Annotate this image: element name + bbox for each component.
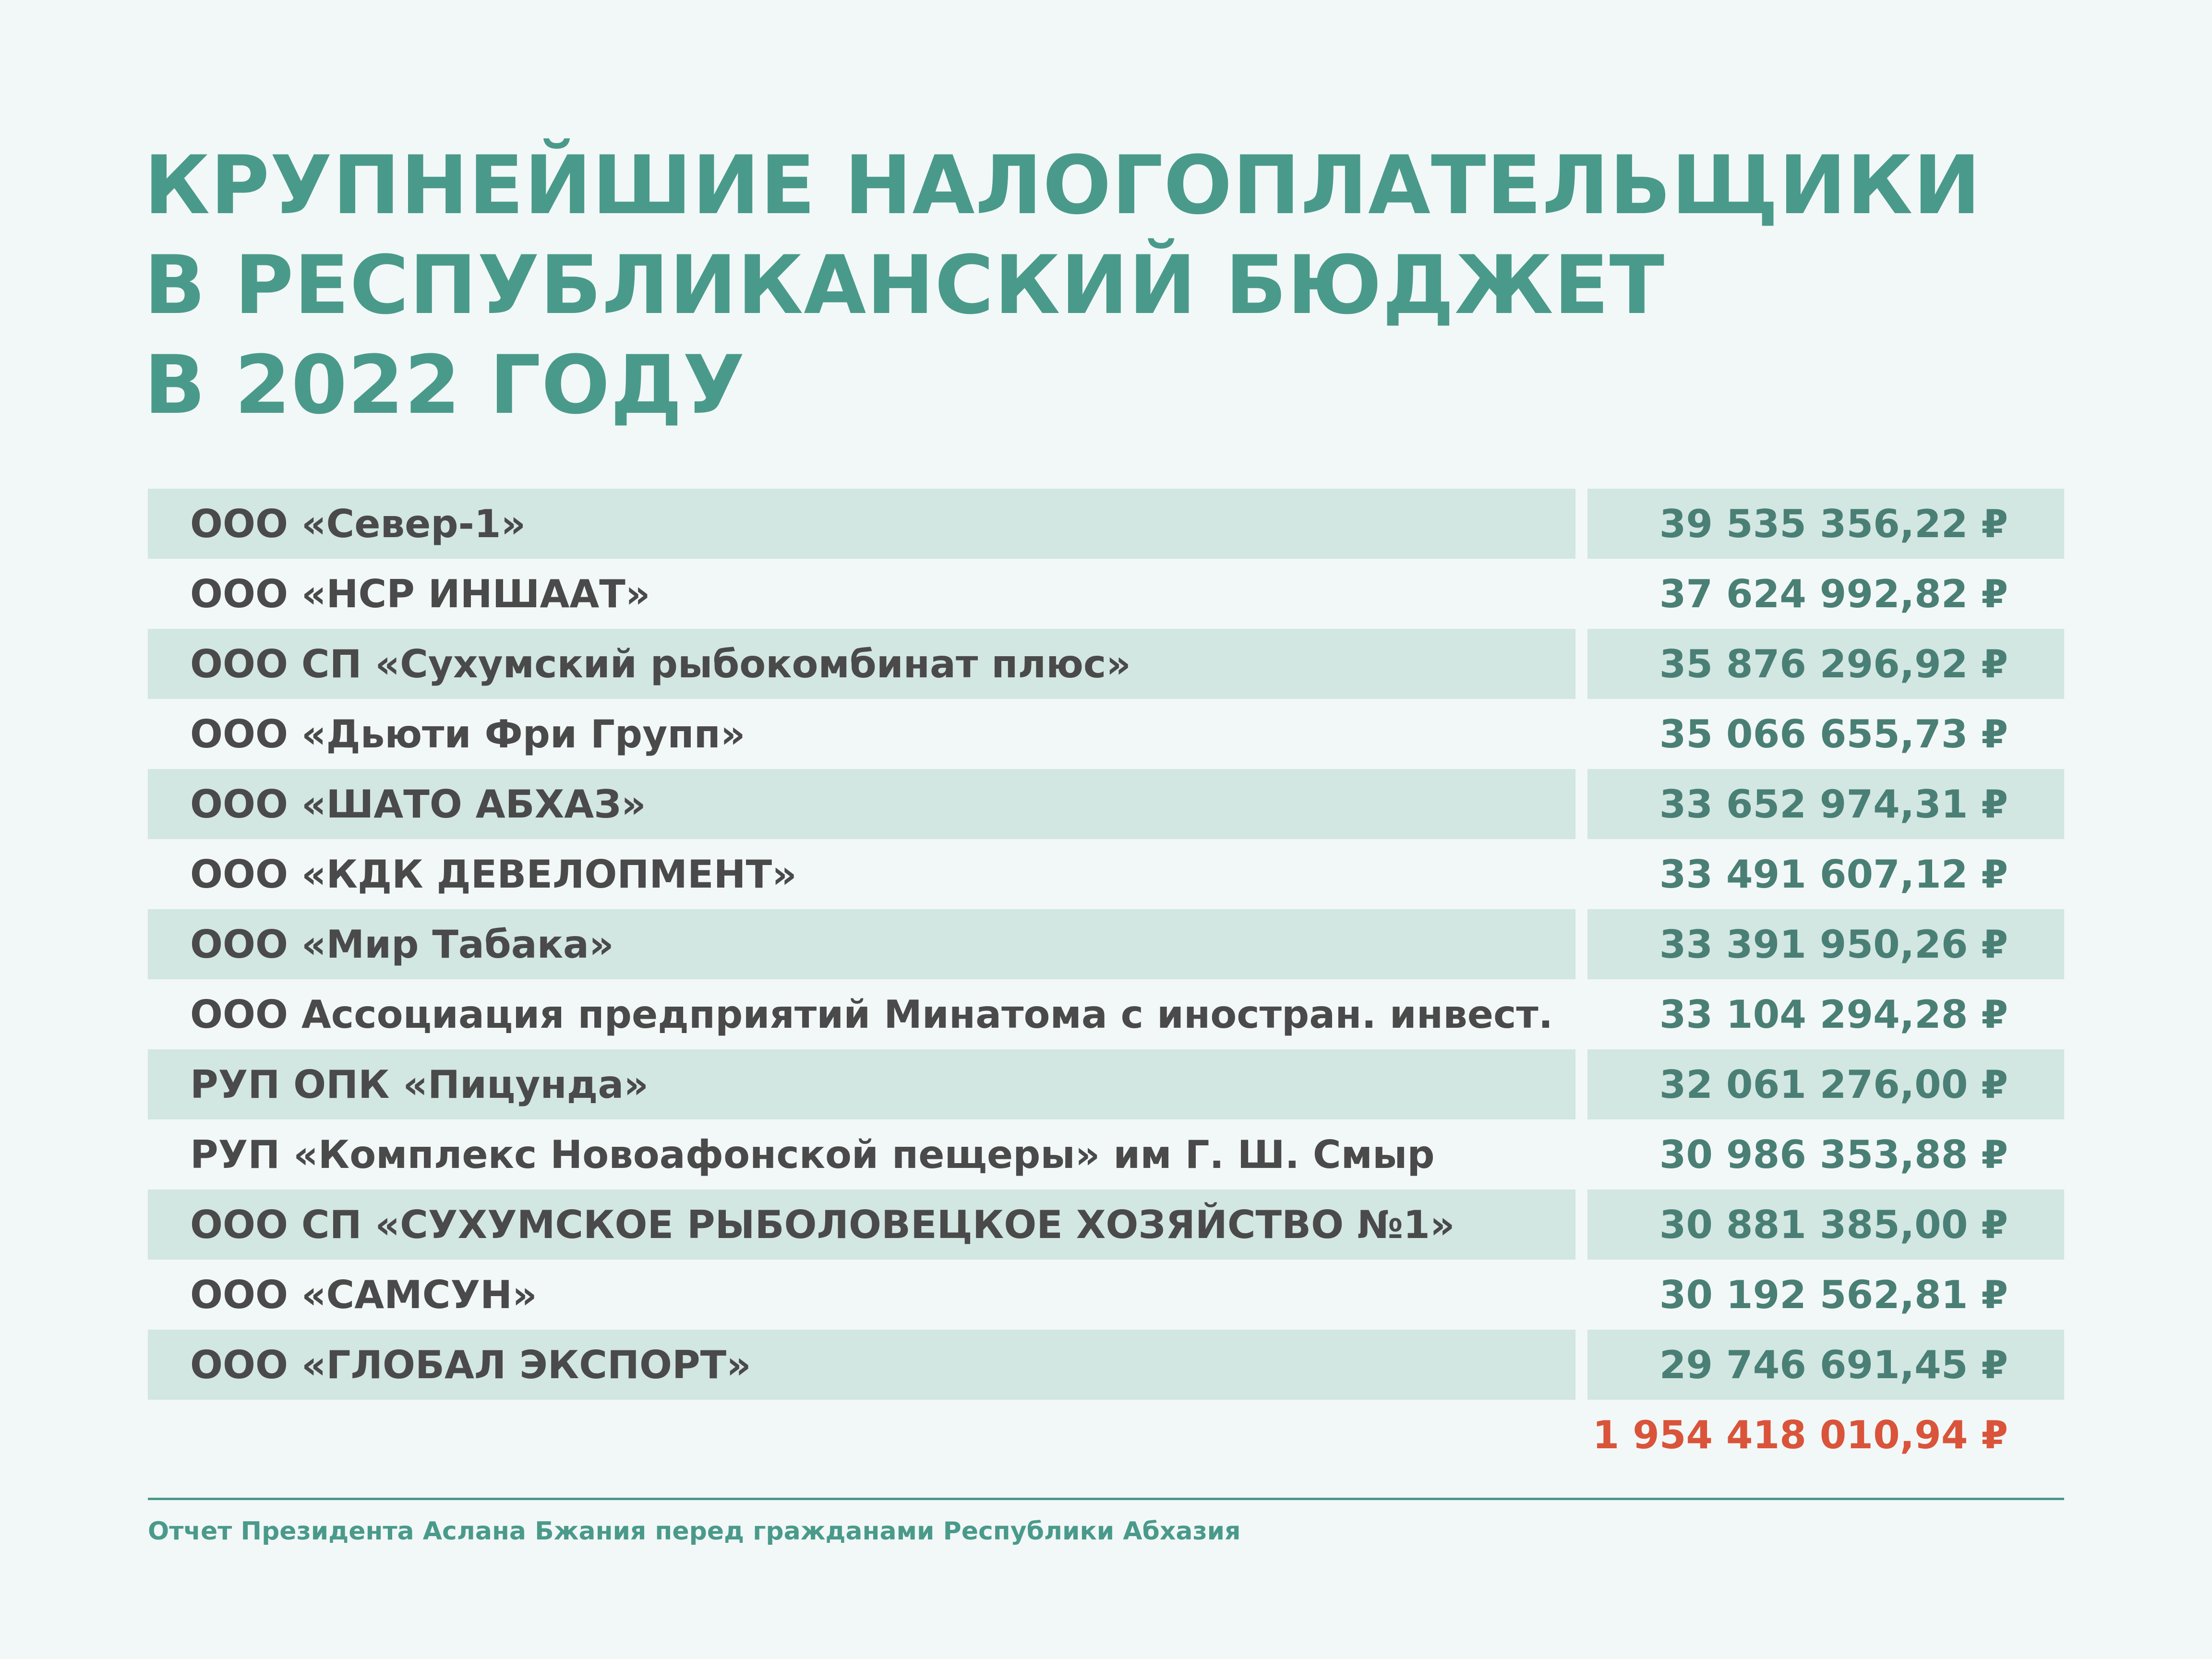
tax-amount: 37 624 992,82 ₽: [1659, 571, 2008, 616]
tax-amount: 30 986 353,88 ₽: [1659, 1132, 2008, 1177]
table-row: [148, 909, 2064, 979]
company-name: ООО «САМСУН»: [190, 1272, 537, 1317]
tax-amount: 33 391 950,26 ₽: [1587, 909, 2064, 979]
table-row: [148, 629, 2064, 699]
total-row: [148, 1400, 2064, 1470]
table-row: [148, 699, 2064, 769]
tax-amount: 35 066 655,73 ₽: [1659, 711, 2008, 757]
footer-caption: Отчет Президента Аслана Бжания перед гражданами Республики Абхазия: [148, 1517, 1241, 1546]
title-line-3: В 2022 ГОДУ: [144, 338, 745, 432]
tax-amount: 32 061 276,00 ₽: [1587, 1049, 2064, 1119]
table-row: [148, 559, 2064, 629]
company-name: РУП ОПК «Пицунда»: [148, 1049, 1575, 1119]
table-row: [148, 1119, 2064, 1190]
tax-amount: 30 881 385,00 ₽: [1587, 1190, 2064, 1260]
taxpayers-table: [148, 489, 2064, 1470]
table-row: [148, 979, 2064, 1049]
company-name: ООО СП «СУХУМСКОЕ РЫБОЛОВЕЦКОЕ ХОЗЯЙСТВО №1»: [148, 1190, 1575, 1260]
company-name: ООО «КДК ДЕВЕЛОПМЕНТ»: [190, 852, 797, 897]
page-title: [144, 135, 1981, 435]
table-row: [148, 1330, 2064, 1400]
footer-divider: [148, 1498, 2064, 1500]
company-name: ООО «ШАТО АБХАЗ»: [148, 769, 1575, 839]
table-row: [148, 1049, 2064, 1119]
table-row: [148, 489, 2064, 559]
company-name: ООО «ГЛОБАЛ ЭКСПОРТ»: [148, 1330, 1575, 1400]
table-row: [148, 1190, 2064, 1260]
table-row: [148, 769, 2064, 839]
table-row: [148, 839, 2064, 909]
company-name: РУП «Комплекс Новоафонской пещеры» им Г. Ш. Смыр: [190, 1132, 1435, 1177]
title-line-1: КРУПНЕЙШИЕ НАЛОГОПЛАТЕЛЬЩИКИ: [144, 138, 1982, 232]
company-name: ООО Ассоциация предприятий Минатома с иностран. инвест.: [190, 992, 1553, 1037]
title-line-2: В РЕСПУБЛИКАНСКИЙ БЮДЖЕТ: [144, 238, 1665, 332]
total-amount: 1 954 418 010,94 ₽: [1592, 1412, 2008, 1457]
company-name: ООО «Дьюти Фри Групп»: [190, 711, 745, 757]
tax-amount: 33 491 607,12 ₽: [1659, 852, 2008, 897]
tax-amount: 35 876 296,92 ₽: [1587, 629, 2064, 699]
company-name: ООО «Мир Табака»: [148, 909, 1575, 979]
table-row: [148, 1260, 2064, 1330]
tax-amount: 30 192 562,81 ₽: [1659, 1272, 2008, 1317]
tax-amount: 33 652 974,31 ₽: [1587, 769, 2064, 839]
tax-amount: 33 104 294,28 ₽: [1659, 992, 2008, 1037]
tax-amount: 39 535 356,22 ₽: [1587, 489, 2064, 559]
company-name: ООО «НСР ИНШААТ»: [190, 571, 650, 616]
company-name: ООО СП «Сухумский рыбокомбинат плюс»: [148, 629, 1575, 699]
company-name: ООО «Север-1»: [148, 489, 1575, 559]
tax-amount: 29 746 691,45 ₽: [1587, 1330, 2064, 1400]
